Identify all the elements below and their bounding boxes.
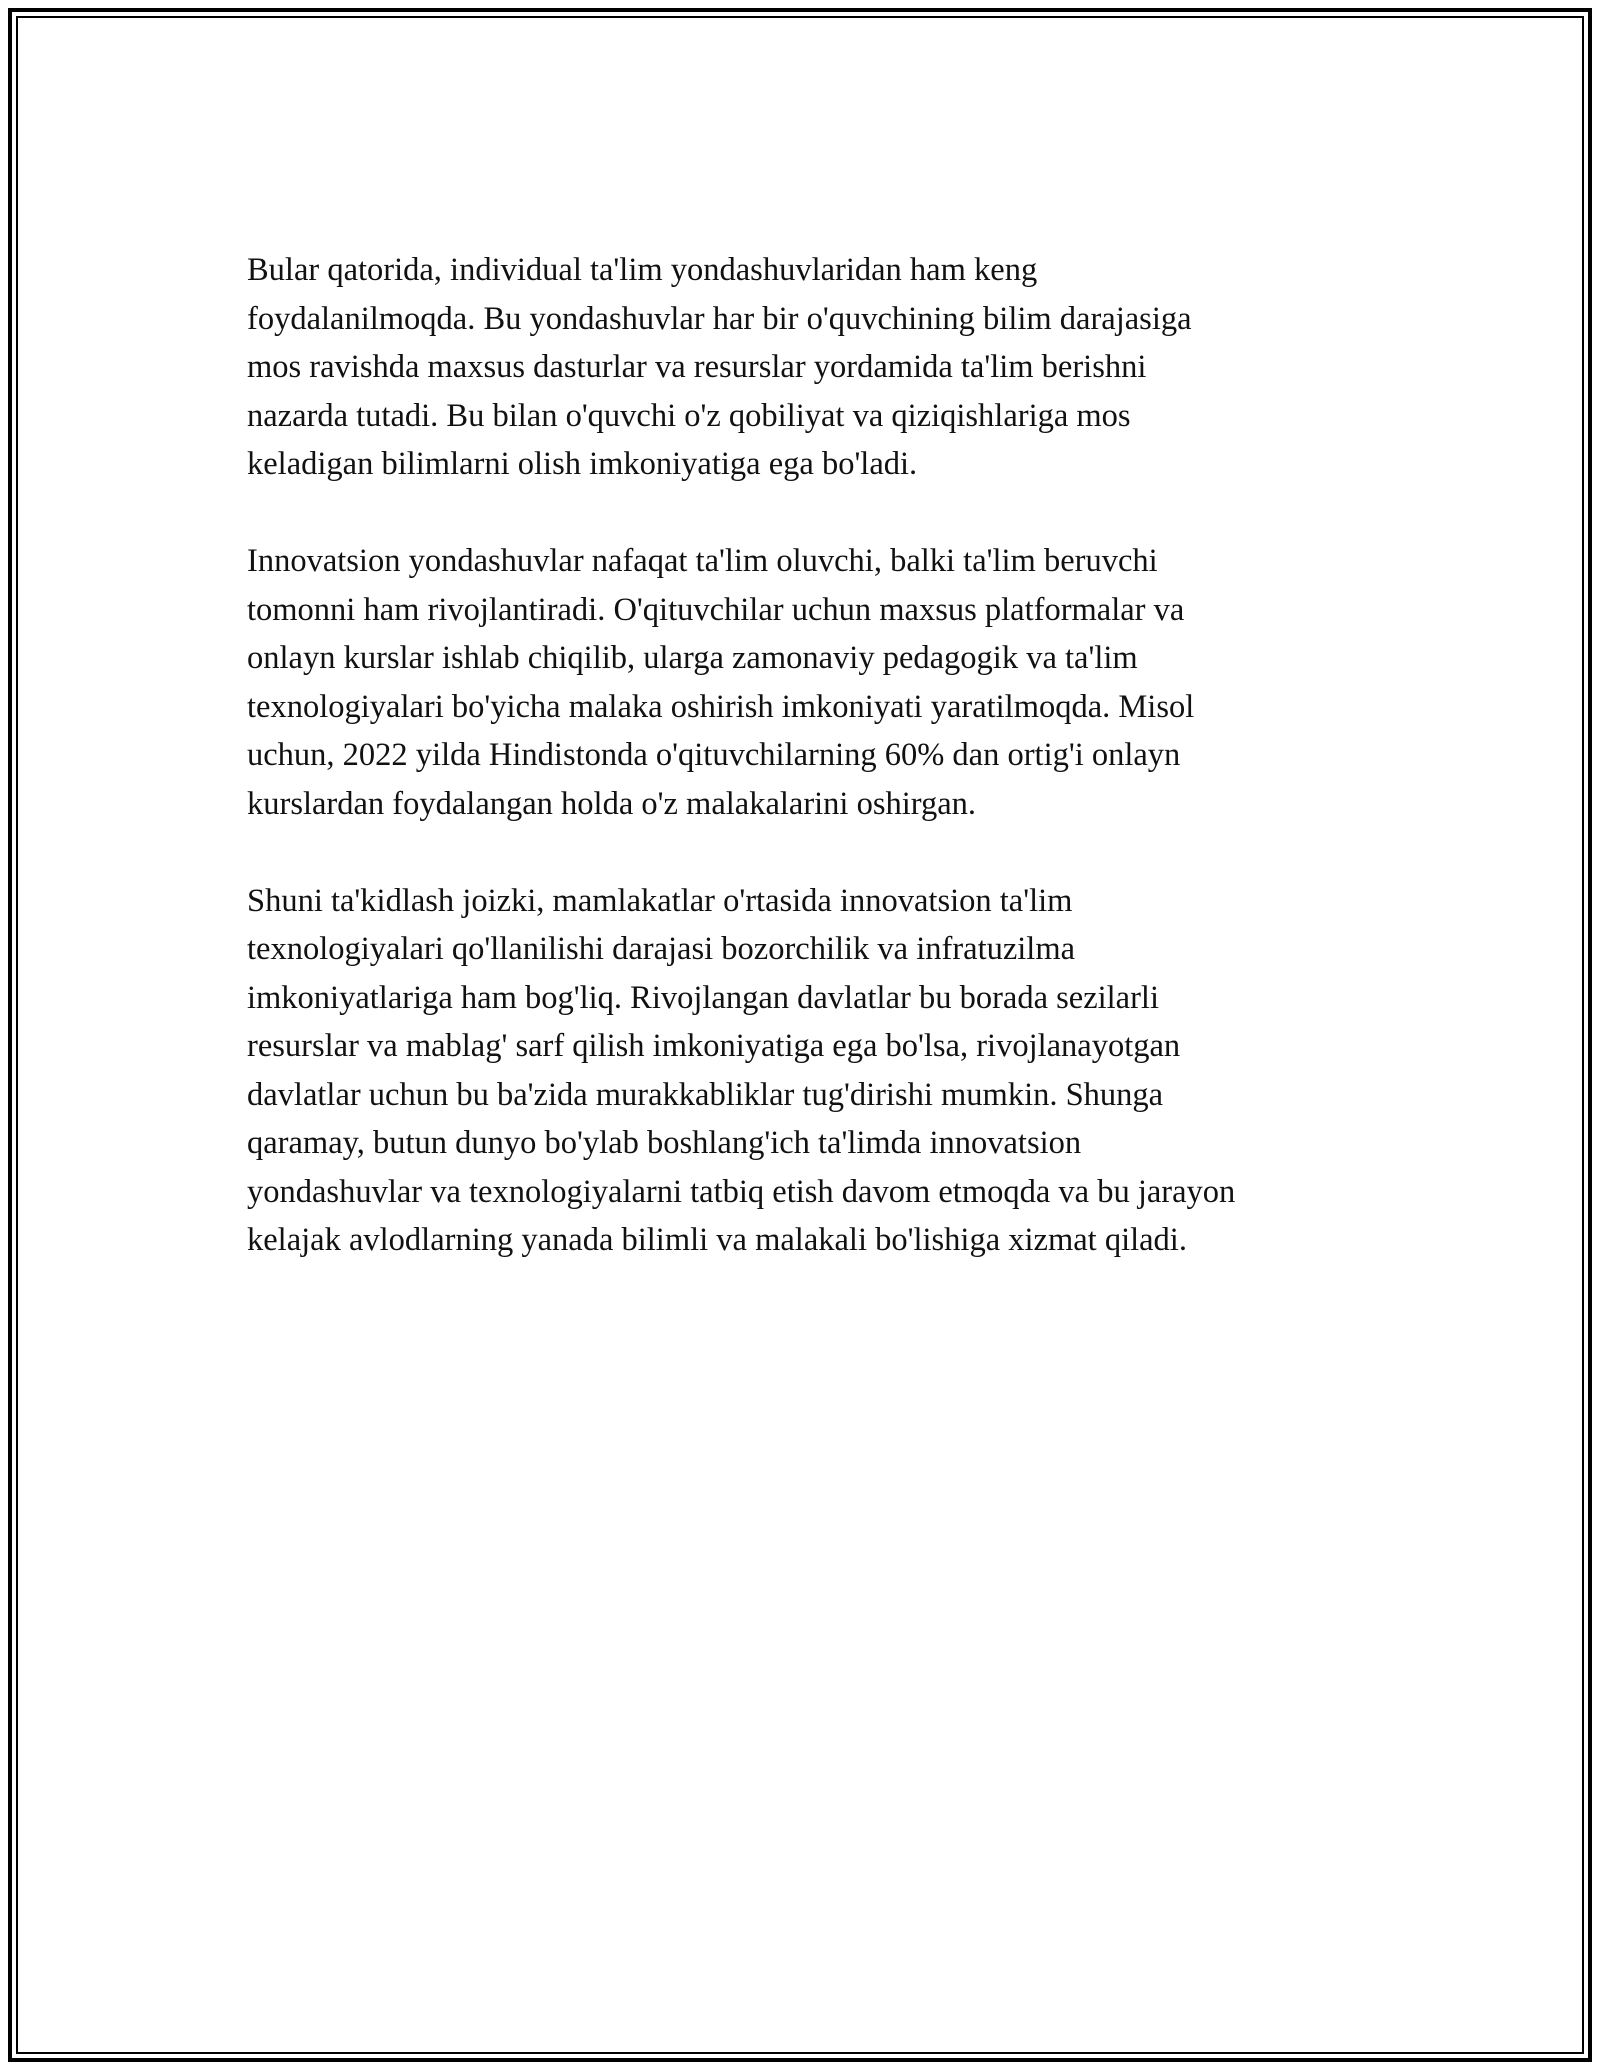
document-body — [247, 246, 1377, 1313]
paragraph-2 — [247, 537, 1377, 828]
text-line: keladigan bilimlarni olish imkoniyatiga ega bo'ladi. — [247, 446, 918, 482]
text-line: texnologiyalari qo'llanilishi darajasi bozorchilik va infratuzilma — [247, 931, 1076, 967]
text-line: davlatlar uchun bu ba'zida murakkabliklar tug'dirishi mumkin. Shunga — [247, 1076, 1164, 1113]
text-line: qaramay, butun dunyo bo'ylab boshlang'ich ta'limda innovatsion — [247, 1125, 1082, 1161]
text-line: Innovatsion yondashuvlar nafaqat ta'lim oluvchi, balki ta'lim beruvchi — [247, 543, 1158, 579]
page-border — [8, 8, 1592, 2062]
text-line: tomonni ham rivojlantiradi. O'qituvchilar uchun maxsus platformalar va — [247, 591, 1185, 628]
text-line: nazarda tutadi. Bu bilan o'quvchi o'z qobiliyat va qiziqishlariga mos — [247, 397, 1131, 434]
text-line: yondashuvlar va texnologiyalarni tatbiq etish davom etmoqda va bu jarayon — [247, 1173, 1236, 1210]
text-line: kelajak avlodlarning yanada bilimli va malakali bo'lishiga xizmat qiladi. — [247, 1222, 1187, 1258]
paragraph-1 — [247, 246, 1377, 489]
text-line: uchun, 2022 yilda Hindistonda o'qituvchilarning 60% dan ortig'i onlayn — [247, 737, 1181, 773]
text-line: texnologiyalari bo'yicha malaka oshirish imkoniyati yaratilmoqda. Misol — [247, 688, 1195, 725]
text-line: foydalanilmoqda. Bu yondashuvlar har bir o'quvchining bilim darajasiga — [247, 300, 1192, 337]
paragraph-3 — [247, 877, 1377, 1265]
text-line: imkoniyatlariga ham bog'liq. Rivojlangan davlatlar bu borada sezilarli — [247, 979, 1159, 1016]
text-line: resurslar va mablag' sarf qilish imkoniyatiga ega bo'lsa, rivojlanayotgan — [247, 1028, 1181, 1064]
text-line: Shuni ta'kidlash joizki, mamlakatlar o'rtasida innovatsion ta'lim — [247, 882, 1073, 919]
text-line: mos ravishda maxsus dasturlar va resurslar yordamida ta'lim berishni — [247, 349, 1147, 385]
text-line: kurslardan foydalangan holda o'z malakalarini oshirgan. — [247, 785, 977, 822]
text-line: onlayn kurslar ishlab chiqilib, ularga zamonaviy pedagogik va ta'lim — [247, 640, 1138, 676]
text-line: Bular qatorida, individual ta'lim yondashuvlaridan ham keng — [247, 252, 1038, 288]
